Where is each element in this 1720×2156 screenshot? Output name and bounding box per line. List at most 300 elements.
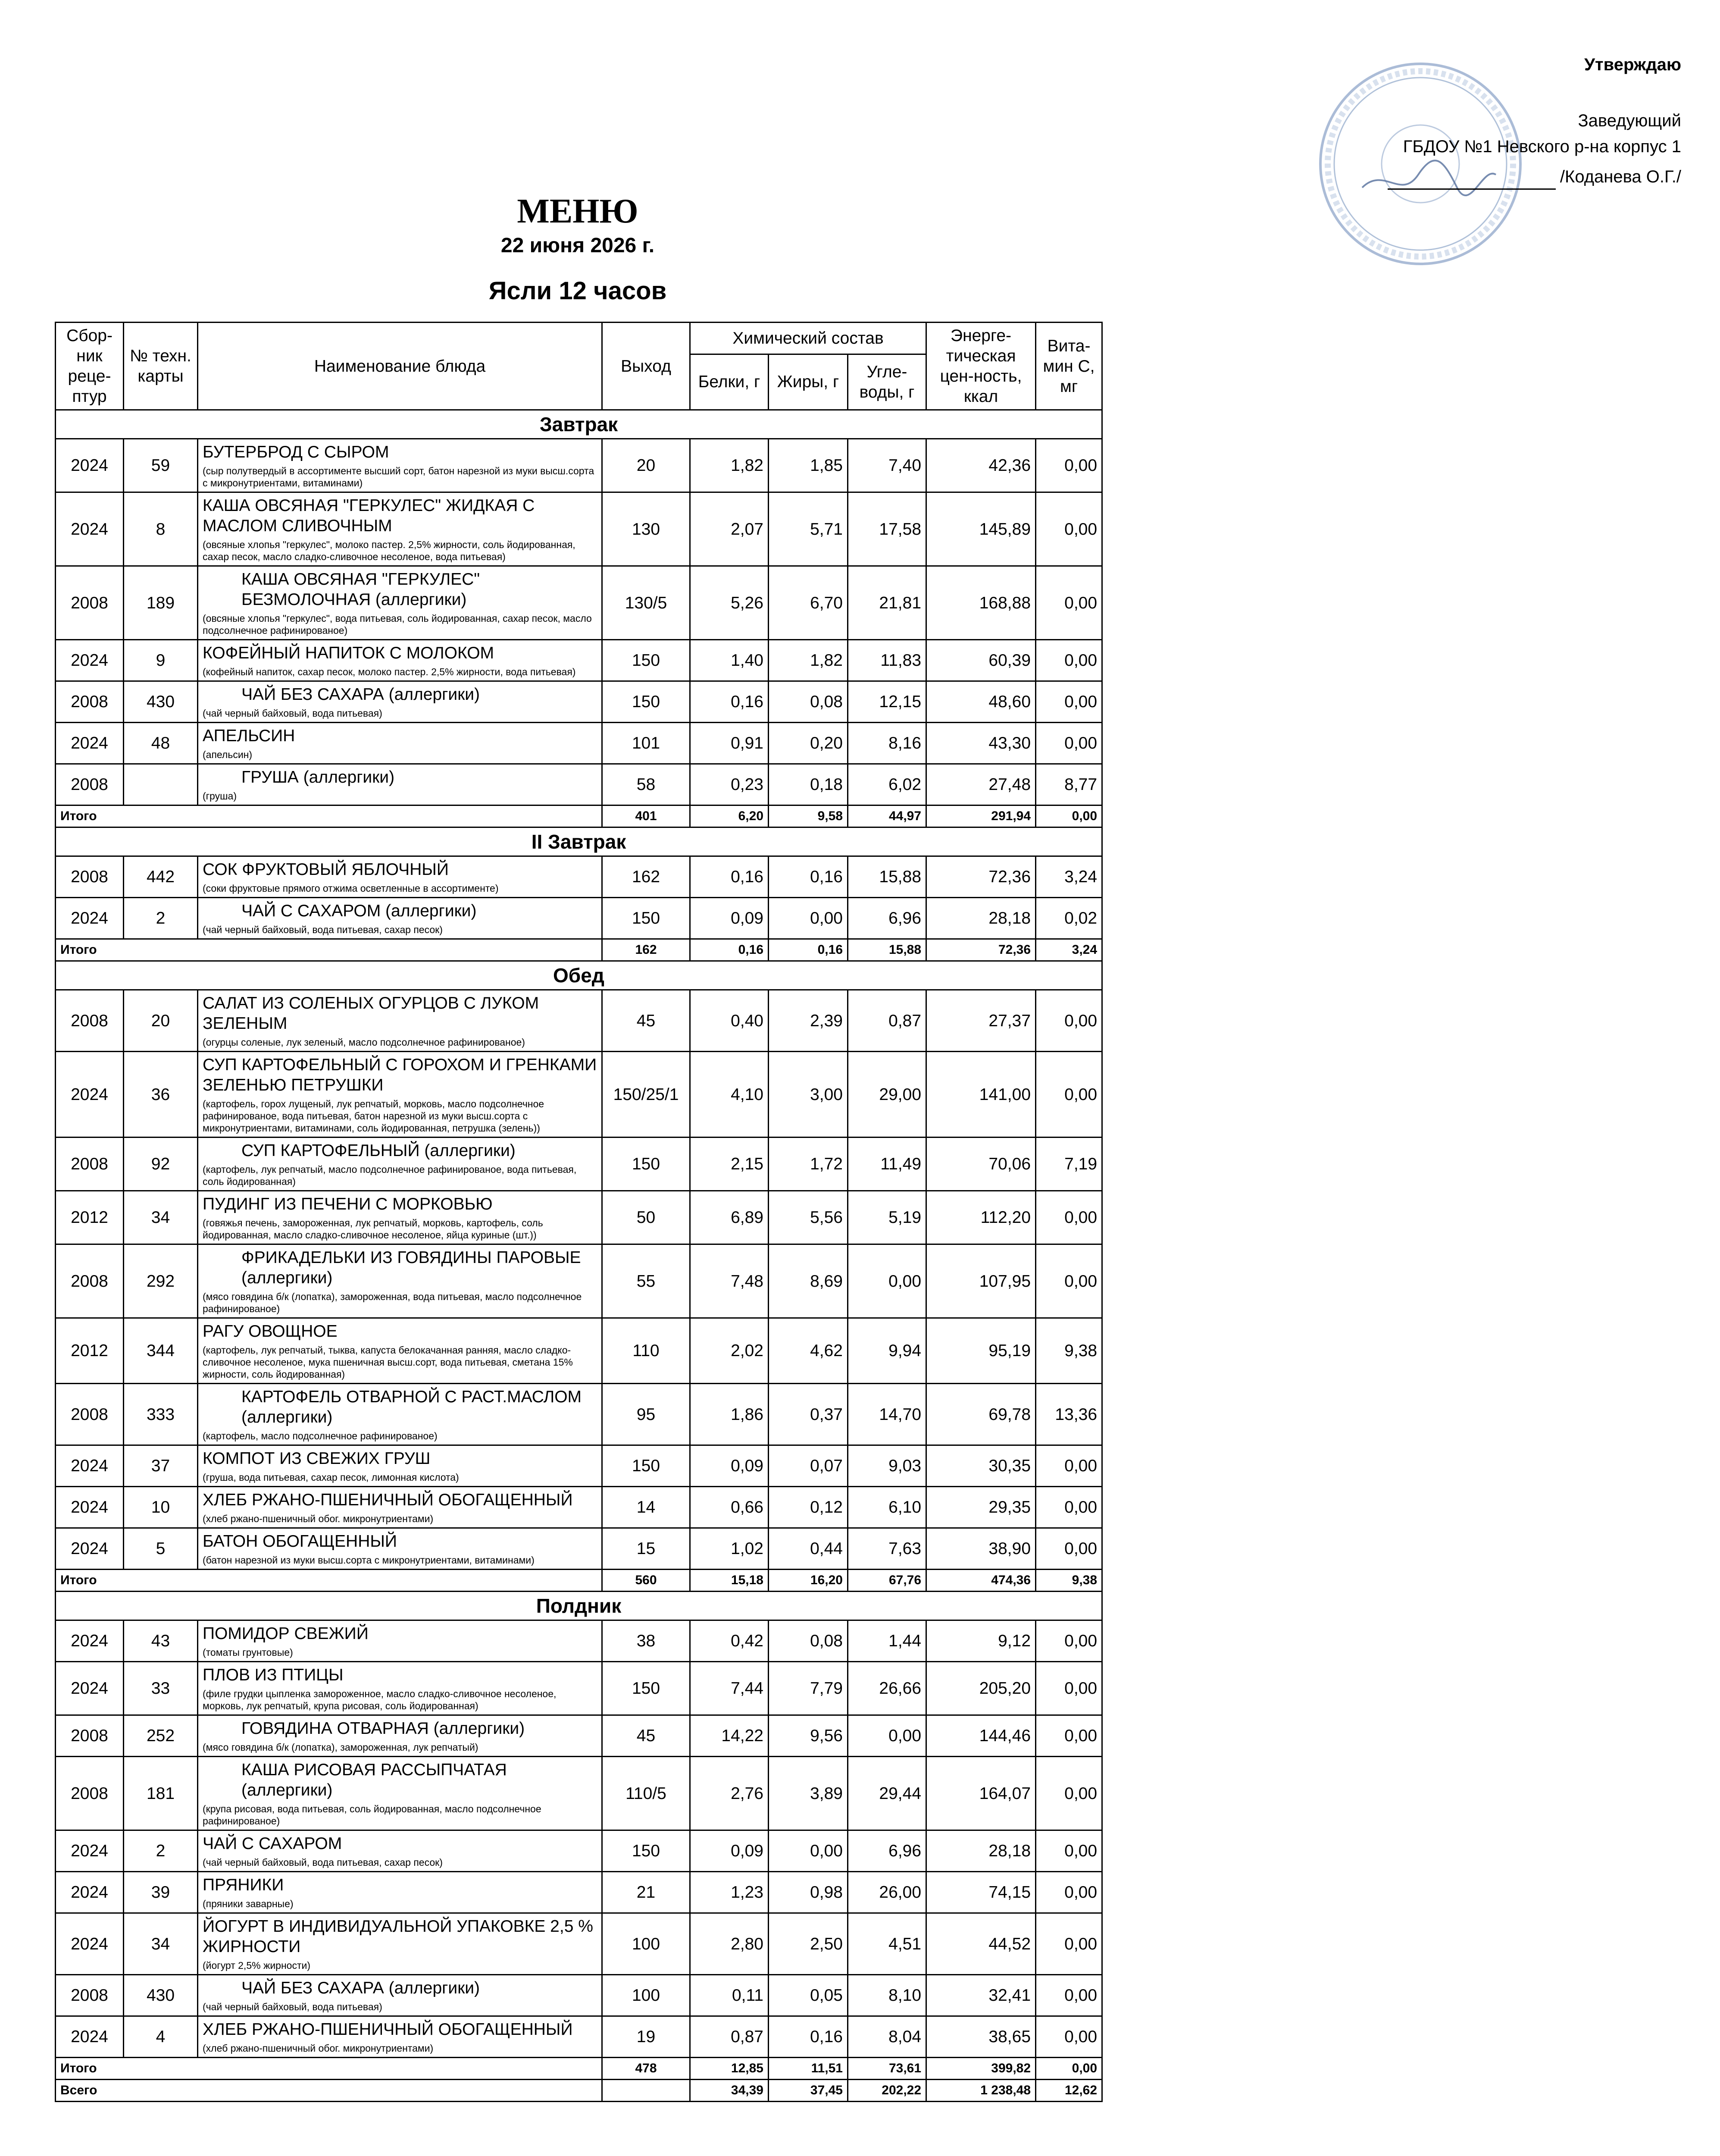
fat-cell: 9,56 bbox=[769, 1715, 848, 1757]
yield-cell: 150/25/1 bbox=[602, 1052, 690, 1138]
col-sbornik: Сбор-ник реце-птур bbox=[56, 323, 124, 410]
carb-cell: 11,83 bbox=[848, 640, 926, 681]
tech-card-cell: 34 bbox=[124, 1913, 198, 1975]
total-fat: 9,58 bbox=[769, 805, 848, 827]
dish-composition: (груша) bbox=[203, 790, 237, 802]
protein-cell: 2,80 bbox=[690, 1913, 769, 1975]
total-yield: 560 bbox=[602, 1570, 690, 1592]
dish-cell bbox=[198, 681, 602, 723]
dish-composition: (чай черный байховый, вода питьевая, сахар песок) bbox=[203, 1857, 443, 1868]
sbornik-cell: 2012 bbox=[56, 1318, 124, 1384]
vitamin-c-cell: 0,00 bbox=[1036, 1975, 1102, 2016]
tech-card-cell: 252 bbox=[124, 1715, 198, 1757]
tech-card-cell: 59 bbox=[124, 439, 198, 492]
protein-cell: 1,82 bbox=[690, 439, 769, 492]
vitamin-c-cell: 0,00 bbox=[1036, 1620, 1102, 1662]
dish-name: АПЕЛЬСИН bbox=[203, 727, 295, 745]
dish-composition: (томаты грунтовые) bbox=[203, 1647, 293, 1658]
yield-cell: 100 bbox=[602, 1975, 690, 2016]
vitamin-c-cell: 0,00 bbox=[1036, 492, 1102, 566]
dish-cell bbox=[198, 1715, 602, 1757]
total-carb: 67,76 bbox=[848, 1570, 926, 1592]
yield-cell: 38 bbox=[602, 1620, 690, 1662]
total-yield: 162 bbox=[602, 939, 690, 961]
dish-composition: (груша, вода питьевая, сахар песок, лимонная кислота) bbox=[203, 1472, 459, 1483]
carb-cell: 29,00 bbox=[848, 1052, 926, 1138]
dish-cell bbox=[198, 1384, 602, 1445]
table-row bbox=[56, 1384, 1102, 1445]
protein-cell: 0,91 bbox=[690, 723, 769, 764]
table-row bbox=[56, 2016, 1102, 2058]
dish-composition: (чай черный байховый, вода питьевая, сахар песок) bbox=[203, 924, 443, 935]
dish-name: КАША ОВСЯНАЯ "ГЕРКУЛЕС" ЖИДКАЯ С МАСЛОМ СЛИВОЧНЫМ bbox=[203, 496, 535, 535]
dish-cell bbox=[198, 492, 602, 566]
dish-composition: (мясо говядина б/к (лопатка), замороженная, лук репчатый) bbox=[203, 1742, 478, 1753]
protein-cell: 2,76 bbox=[690, 1757, 769, 1830]
vitamin-c-cell: 0,00 bbox=[1036, 723, 1102, 764]
protein-cell: 4,10 bbox=[690, 1052, 769, 1138]
carb-cell: 15,88 bbox=[848, 856, 926, 898]
menu-title: МЕНЮ bbox=[517, 192, 638, 230]
sbornik-cell: 2008 bbox=[56, 1384, 124, 1445]
vitamin-c-cell: 3,24 bbox=[1036, 856, 1102, 898]
yield-cell: 100 bbox=[602, 1913, 690, 1975]
yield-cell: 55 bbox=[602, 1244, 690, 1318]
dish-cell bbox=[198, 1138, 602, 1191]
fat-cell: 0,20 bbox=[769, 723, 848, 764]
dish-composition: (чай черный байховый, вода питьевая) bbox=[203, 708, 382, 719]
table-row bbox=[56, 681, 1102, 723]
fat-cell: 0,00 bbox=[769, 1830, 848, 1872]
fat-cell: 2,39 bbox=[769, 990, 848, 1052]
dish-cell bbox=[198, 1830, 602, 1872]
sbornik-cell: 2024 bbox=[56, 640, 124, 681]
energy-cell: 141,00 bbox=[926, 1052, 1036, 1138]
approval-signer: /Коданева О.Г./ bbox=[1560, 167, 1681, 186]
grand-total-row bbox=[56, 2080, 1102, 2102]
tech-card-cell: 2 bbox=[124, 1830, 198, 1872]
dish-cell bbox=[198, 990, 602, 1052]
tech-card-cell: 2 bbox=[124, 898, 198, 939]
sbornik-cell: 2008 bbox=[56, 856, 124, 898]
vitamin-c-cell: 0,00 bbox=[1036, 681, 1102, 723]
table-row bbox=[56, 1913, 1102, 1975]
total-fat: 0,16 bbox=[769, 939, 848, 961]
dish-composition: (сыр полутвердый в ассортименте высший сорт, батон нарезной из муки высш.сорта с микронутриентами, витаминами) bbox=[203, 465, 594, 489]
dish-name: СУП КАРТОФЕЛЬНЫЙ (аллергики) bbox=[241, 1141, 516, 1160]
energy-cell: 29,35 bbox=[926, 1487, 1036, 1528]
dish-name: ЧАЙ БЕЗ САХАРА (аллергики) bbox=[241, 1979, 480, 1997]
dish-cell bbox=[198, 1318, 602, 1384]
dish-cell bbox=[198, 723, 602, 764]
dish-composition: (батон нарезной из муки высш.сорта с микронутриентами, витаминами) bbox=[203, 1554, 535, 1566]
tech-card-cell: 430 bbox=[124, 681, 198, 723]
dish-name: ГОВЯДИНА ОТВАРНАЯ (аллергики) bbox=[241, 1719, 525, 1738]
dish-cell bbox=[198, 1662, 602, 1715]
total-yield: 401 bbox=[602, 805, 690, 827]
dish-name: САЛАТ ИЗ СОЛЕНЫХ ОГУРЦОВ С ЛУКОМ ЗЕЛЕНЫМ bbox=[203, 994, 539, 1033]
vitamin-c-cell: 0,00 bbox=[1036, 1445, 1102, 1487]
dish-composition: (пряники заварные) bbox=[203, 1898, 294, 1909]
tech-card-cell: 36 bbox=[124, 1052, 198, 1138]
dish-cell bbox=[198, 1872, 602, 1913]
sbornik-cell: 2024 bbox=[56, 1620, 124, 1662]
dish-composition: (хлеб ржано-пшеничный обог. микронутриентами) bbox=[203, 1513, 434, 1524]
dish-composition: (картофель, лук репчатый, масло подсолнечное рафинированое, вода питьевая, соль йодированная) bbox=[203, 1164, 577, 1187]
section-title: II Завтрак bbox=[56, 827, 1102, 856]
fat-cell: 0,08 bbox=[769, 681, 848, 723]
grand-total-label: Всего bbox=[56, 2080, 602, 2102]
dish-name: ЧАЙ С САХАРОМ bbox=[203, 1834, 342, 1853]
col-tech-card: № техн. карты bbox=[124, 323, 198, 410]
yield-cell: 19 bbox=[602, 2016, 690, 2058]
total-vitamin-c: 9,38 bbox=[1036, 1570, 1102, 1592]
carb-cell: 6,96 bbox=[848, 1830, 926, 1872]
table-row bbox=[56, 1138, 1102, 1191]
col-protein: Белки, г bbox=[690, 354, 769, 410]
col-vitamin-c: Вита-мин С, мг bbox=[1036, 323, 1102, 410]
dish-cell bbox=[198, 856, 602, 898]
protein-cell: 6,89 bbox=[690, 1191, 769, 1244]
yield-cell: 150 bbox=[602, 1662, 690, 1715]
yield-cell: 45 bbox=[602, 990, 690, 1052]
sbornik-cell: 2008 bbox=[56, 1138, 124, 1191]
total-energy: 399,82 bbox=[926, 2058, 1036, 2080]
fat-cell: 3,00 bbox=[769, 1052, 848, 1138]
vitamin-c-cell: 0,02 bbox=[1036, 898, 1102, 939]
vitamin-c-cell: 0,00 bbox=[1036, 1487, 1102, 1528]
carb-cell: 7,63 bbox=[848, 1528, 926, 1570]
dish-composition: (огурцы соленые, лук зеленый, масло подсолнечное рафинированое) bbox=[203, 1037, 525, 1048]
dish-cell bbox=[198, 439, 602, 492]
yield-cell: 110 bbox=[602, 1318, 690, 1384]
protein-cell: 7,44 bbox=[690, 1662, 769, 1715]
protein-cell: 0,23 bbox=[690, 764, 769, 805]
sbornik-cell: 2024 bbox=[56, 1528, 124, 1570]
total-row bbox=[56, 1570, 1102, 1592]
vitamin-c-cell: 0,00 bbox=[1036, 640, 1102, 681]
section-title: Обед bbox=[56, 961, 1102, 990]
protein-cell: 2,07 bbox=[690, 492, 769, 566]
yield-cell: 130 bbox=[602, 492, 690, 566]
tech-card-cell: 10 bbox=[124, 1487, 198, 1528]
yield-cell: 162 bbox=[602, 856, 690, 898]
total-carb: 15,88 bbox=[848, 939, 926, 961]
sbornik-cell: 2024 bbox=[56, 1052, 124, 1138]
dish-name: БУТЕРБРОД С СЫРОМ bbox=[203, 443, 389, 461]
vitamin-c-cell: 0,00 bbox=[1036, 1244, 1102, 1318]
approval-organization: ГБДОУ №1 Невского р-на корпус 1 bbox=[1403, 137, 1681, 156]
sbornik-cell: 2008 bbox=[56, 1244, 124, 1318]
dish-name: КАША ОВСЯНАЯ "ГЕРКУЛЕС" БЕЗМОЛОЧНАЯ (аллергики) bbox=[241, 570, 480, 609]
vitamin-c-cell: 0,00 bbox=[1036, 1872, 1102, 1913]
vitamin-c-cell: 9,38 bbox=[1036, 1318, 1102, 1384]
dish-composition: (апельсин) bbox=[203, 749, 253, 760]
vitamin-c-cell: 0,00 bbox=[1036, 990, 1102, 1052]
energy-cell: 43,30 bbox=[926, 723, 1036, 764]
carb-cell: 5,19 bbox=[848, 1191, 926, 1244]
dish-composition: (чай черный байховый, вода питьевая) bbox=[203, 2001, 382, 2012]
total-vitamin-c: 3,24 bbox=[1036, 939, 1102, 961]
total-carb: 44,97 bbox=[848, 805, 926, 827]
carb-cell: 9,94 bbox=[848, 1318, 926, 1384]
energy-cell: 28,18 bbox=[926, 898, 1036, 939]
tech-card-cell: 292 bbox=[124, 1244, 198, 1318]
fat-cell: 0,12 bbox=[769, 1487, 848, 1528]
vitamin-c-cell: 0,00 bbox=[1036, 1757, 1102, 1830]
dish-cell bbox=[198, 1757, 602, 1830]
protein-cell: 0,09 bbox=[690, 1830, 769, 1872]
yield-cell: 150 bbox=[602, 640, 690, 681]
col-dish-name: Наименование блюда bbox=[198, 323, 602, 410]
table-row bbox=[56, 1830, 1102, 1872]
vitamin-c-cell: 0,00 bbox=[1036, 1191, 1102, 1244]
table-row bbox=[56, 990, 1102, 1052]
carb-cell: 0,00 bbox=[848, 1715, 926, 1757]
dish-cell bbox=[198, 1487, 602, 1528]
table-row bbox=[56, 566, 1102, 640]
fat-cell: 8,69 bbox=[769, 1244, 848, 1318]
yield-cell: 110/5 bbox=[602, 1757, 690, 1830]
signature-line bbox=[1388, 167, 1556, 190]
energy-cell: 27,37 bbox=[926, 990, 1036, 1052]
tech-card-cell: 34 bbox=[124, 1191, 198, 1244]
protein-cell: 2,02 bbox=[690, 1318, 769, 1384]
approval-position: Заведующий bbox=[1578, 111, 1681, 130]
tech-card-cell: 33 bbox=[124, 1662, 198, 1715]
vitamin-c-cell: 0,00 bbox=[1036, 2016, 1102, 2058]
total-energy: 291,94 bbox=[926, 805, 1036, 827]
col-carb: Угле-воды, г bbox=[848, 354, 926, 410]
energy-cell: 60,39 bbox=[926, 640, 1036, 681]
yield-cell: 21 bbox=[602, 1872, 690, 1913]
table-row bbox=[56, 1487, 1102, 1528]
yield-cell: 58 bbox=[602, 764, 690, 805]
section-title: Полдник bbox=[56, 1592, 1102, 1620]
dish-composition: (крупа рисовая, вода питьевая, соль йодированная, масло подсолнечное рафинированое) bbox=[203, 1803, 541, 1827]
grand-total-protein: 34,39 bbox=[690, 2080, 769, 2102]
table-row bbox=[56, 1715, 1102, 1757]
protein-cell: 1,86 bbox=[690, 1384, 769, 1445]
protein-cell: 5,26 bbox=[690, 566, 769, 640]
fat-cell: 5,71 bbox=[769, 492, 848, 566]
table-row bbox=[56, 1244, 1102, 1318]
sbornik-cell: 2024 bbox=[56, 1662, 124, 1715]
total-vitamin-c: 0,00 bbox=[1036, 2058, 1102, 2080]
yield-cell: 150 bbox=[602, 681, 690, 723]
yield-cell: 130/5 bbox=[602, 566, 690, 640]
dish-name: ФРИКАДЕЛЬКИ ИЗ ГОВЯДИНЫ ПАРОВЫЕ (аллергики) bbox=[241, 1248, 581, 1287]
yield-cell: 50 bbox=[602, 1191, 690, 1244]
carb-cell: 21,81 bbox=[848, 566, 926, 640]
total-fat: 16,20 bbox=[769, 1570, 848, 1592]
total-row bbox=[56, 2058, 1102, 2080]
fat-cell: 2,50 bbox=[769, 1913, 848, 1975]
dish-name: ПРЯНИКИ bbox=[203, 1876, 284, 1894]
approval-block bbox=[1315, 52, 1681, 198]
dish-composition: (говяжья печень, замороженная, лук репчатый, морковь, картофель, соль йодированная, масло сладко-сливочное несоленое, яйца куриные (шт.)) bbox=[203, 1217, 543, 1241]
total-carb: 73,61 bbox=[848, 2058, 926, 2080]
protein-cell: 2,15 bbox=[690, 1138, 769, 1191]
dish-cell bbox=[198, 1975, 602, 2016]
dish-name: СУП КАРТОФЕЛЬНЫЙ С ГОРОХОМ И ГРЕНКАМИ ЗЕЛЕНЬЮ ПЕТРУШКИ bbox=[203, 1056, 597, 1094]
energy-cell: 95,19 bbox=[926, 1318, 1036, 1384]
energy-cell: 42,36 bbox=[926, 439, 1036, 492]
total-label: Итого bbox=[56, 939, 602, 961]
approval-title: Утверждаю bbox=[1584, 55, 1681, 74]
table-row bbox=[56, 1975, 1102, 2016]
energy-cell: 164,07 bbox=[926, 1757, 1036, 1830]
carb-cell: 12,15 bbox=[848, 681, 926, 723]
fat-cell: 0,44 bbox=[769, 1528, 848, 1570]
protein-cell: 0,16 bbox=[690, 681, 769, 723]
protein-cell: 14,22 bbox=[690, 1715, 769, 1757]
total-protein: 0,16 bbox=[690, 939, 769, 961]
menu-group: Ясли 12 часов bbox=[488, 277, 667, 305]
energy-cell: 107,95 bbox=[926, 1244, 1036, 1318]
sbornik-cell: 2024 bbox=[56, 439, 124, 492]
table-row bbox=[56, 439, 1102, 492]
dish-composition: (картофель, лук репчатый, тыква, капуста белокачанная ранняя, масло сладко-сливочное несоленое, мука пшеничная высш.сорт, вода питьевая, сметана 15% жирности, соль йодированная) bbox=[203, 1344, 573, 1380]
fat-cell: 7,79 bbox=[769, 1662, 848, 1715]
carb-cell: 0,87 bbox=[848, 990, 926, 1052]
fat-cell: 0,07 bbox=[769, 1445, 848, 1487]
tech-card-cell: 333 bbox=[124, 1384, 198, 1445]
table-row bbox=[56, 856, 1102, 898]
dish-name: ПУДИНГ ИЗ ПЕЧЕНИ С МОРКОВЬЮ bbox=[203, 1195, 493, 1213]
vitamin-c-cell: 0,00 bbox=[1036, 566, 1102, 640]
energy-cell: 44,52 bbox=[926, 1913, 1036, 1975]
dish-name: ХЛЕБ РЖАНО-ПШЕНИЧНЫЙ ОБОГАЩЕННЫЙ bbox=[203, 2020, 573, 2039]
tech-card-cell: 4 bbox=[124, 2016, 198, 2058]
menu-body bbox=[56, 410, 1102, 2102]
section-row bbox=[56, 410, 1102, 439]
dish-name: БАТОН ОБОГАЩЕННЫЙ bbox=[203, 1532, 397, 1551]
table-row bbox=[56, 1052, 1102, 1138]
carb-cell: 7,40 bbox=[848, 439, 926, 492]
dish-name: КОМПОТ ИЗ СВЕЖИХ ГРУШ bbox=[203, 1449, 431, 1468]
fat-cell: 1,85 bbox=[769, 439, 848, 492]
protein-cell: 0,42 bbox=[690, 1620, 769, 1662]
fat-cell: 4,62 bbox=[769, 1318, 848, 1384]
total-protein: 12,85 bbox=[690, 2058, 769, 2080]
dish-name: ПЛОВ ИЗ ПТИЦЫ bbox=[203, 1666, 344, 1684]
carb-cell: 8,04 bbox=[848, 2016, 926, 2058]
carb-cell: 26,66 bbox=[848, 1662, 926, 1715]
sbornik-cell: 2024 bbox=[56, 1445, 124, 1487]
sbornik-cell: 2024 bbox=[56, 1913, 124, 1975]
total-row bbox=[56, 939, 1102, 961]
fat-cell: 0,98 bbox=[769, 1872, 848, 1913]
yield-cell: 150 bbox=[602, 898, 690, 939]
sbornik-cell: 2024 bbox=[56, 898, 124, 939]
dish-composition: (картофель, горох лущеный, лук репчатый, морковь, масло подсолнечное рафинированое, вода питьевая, батон нарезной из муки высш.сорта с микронутриентами, витаминами, соль йодированная, петрушка (зелень)) bbox=[203, 1098, 544, 1134]
energy-cell: 205,20 bbox=[926, 1662, 1036, 1715]
dish-name: КОФЕЙНЫЙ НАПИТОК С МОЛОКОМ bbox=[203, 644, 494, 662]
vitamin-c-cell: 13,36 bbox=[1036, 1384, 1102, 1445]
carb-cell: 8,16 bbox=[848, 723, 926, 764]
energy-cell: 168,88 bbox=[926, 566, 1036, 640]
tech-card-cell: 20 bbox=[124, 990, 198, 1052]
table-row bbox=[56, 640, 1102, 681]
carb-cell: 14,70 bbox=[848, 1384, 926, 1445]
carb-cell: 6,02 bbox=[848, 764, 926, 805]
protein-cell: 1,02 bbox=[690, 1528, 769, 1570]
dish-name: КАША РИСОВАЯ РАССЫПЧАТАЯ (аллергики) bbox=[241, 1761, 507, 1799]
total-label: Итого bbox=[56, 1570, 602, 1592]
grand-total-vitamin-c: 12,62 bbox=[1036, 2080, 1102, 2102]
energy-cell: 69,78 bbox=[926, 1384, 1036, 1445]
dish-cell bbox=[198, 566, 602, 640]
fat-cell: 0,37 bbox=[769, 1384, 848, 1445]
tech-card-cell: 43 bbox=[124, 1620, 198, 1662]
carb-cell: 1,44 bbox=[848, 1620, 926, 1662]
dish-name: ХЛЕБ РЖАНО-ПШЕНИЧНЫЙ ОБОГАЩЕННЫЙ bbox=[203, 1491, 573, 1509]
energy-cell: 74,15 bbox=[926, 1872, 1036, 1913]
total-vitamin-c: 0,00 bbox=[1036, 805, 1102, 827]
protein-cell: 7,48 bbox=[690, 1244, 769, 1318]
sbornik-cell: 2024 bbox=[56, 1487, 124, 1528]
total-label: Итого bbox=[56, 805, 602, 827]
energy-cell: 32,41 bbox=[926, 1975, 1036, 2016]
tech-card-cell: 430 bbox=[124, 1975, 198, 2016]
protein-cell: 0,09 bbox=[690, 898, 769, 939]
section-title: Завтрак bbox=[56, 410, 1102, 439]
fat-cell: 0,16 bbox=[769, 856, 848, 898]
carb-cell: 6,10 bbox=[848, 1487, 926, 1528]
table-row bbox=[56, 1528, 1102, 1570]
vitamin-c-cell: 0,00 bbox=[1036, 1913, 1102, 1975]
approval-signature bbox=[1388, 164, 1681, 190]
total-energy: 72,36 bbox=[926, 939, 1036, 961]
total-fat: 11,51 bbox=[769, 2058, 848, 2080]
dish-cell bbox=[198, 1052, 602, 1138]
carb-cell: 9,03 bbox=[848, 1445, 926, 1487]
table-row bbox=[56, 764, 1102, 805]
col-chem: Химический состав bbox=[690, 323, 926, 354]
energy-cell: 144,46 bbox=[926, 1715, 1036, 1757]
total-protein: 6,20 bbox=[690, 805, 769, 827]
dish-cell bbox=[198, 764, 602, 805]
dish-cell bbox=[198, 640, 602, 681]
grand-total-carb: 202,22 bbox=[848, 2080, 926, 2102]
sbornik-cell: 2024 bbox=[56, 1830, 124, 1872]
energy-cell: 48,60 bbox=[926, 681, 1036, 723]
sbornik-cell: 2012 bbox=[56, 1191, 124, 1244]
carb-cell: 4,51 bbox=[848, 1913, 926, 1975]
dish-composition: (соки фруктовые прямого отжима осветленные в ассортименте) bbox=[203, 883, 499, 894]
dish-name: КАРТОФЕЛЬ ОТВАРНОЙ С РАСТ.МАСЛОМ (аллергики) bbox=[241, 1388, 582, 1426]
dish-name: ЙОГУРТ В ИНДИВИДУАЛЬНОЙ УПАКОВКЕ 2,5 % ЖИРНОСТИ bbox=[203, 1917, 593, 1956]
tech-card-cell: 344 bbox=[124, 1318, 198, 1384]
tech-card-cell: 5 bbox=[124, 1528, 198, 1570]
section-row bbox=[56, 961, 1102, 990]
protein-cell: 0,87 bbox=[690, 2016, 769, 2058]
dish-cell bbox=[198, 1528, 602, 1570]
tech-card-cell: 92 bbox=[124, 1138, 198, 1191]
sbornik-cell: 2008 bbox=[56, 990, 124, 1052]
dish-name: ЧАЙ С САХАРОМ (аллергики) bbox=[241, 902, 477, 920]
energy-cell: 70,06 bbox=[926, 1138, 1036, 1191]
fat-cell: 0,00 bbox=[769, 898, 848, 939]
dish-cell bbox=[198, 1191, 602, 1244]
table-row bbox=[56, 1662, 1102, 1715]
fat-cell: 1,82 bbox=[769, 640, 848, 681]
yield-cell: 20 bbox=[602, 439, 690, 492]
carb-cell: 8,10 bbox=[848, 1975, 926, 2016]
sbornik-cell: 2008 bbox=[56, 1715, 124, 1757]
dish-composition: (хлеб ржано-пшеничный обог. микронутриентами) bbox=[203, 2043, 434, 2054]
